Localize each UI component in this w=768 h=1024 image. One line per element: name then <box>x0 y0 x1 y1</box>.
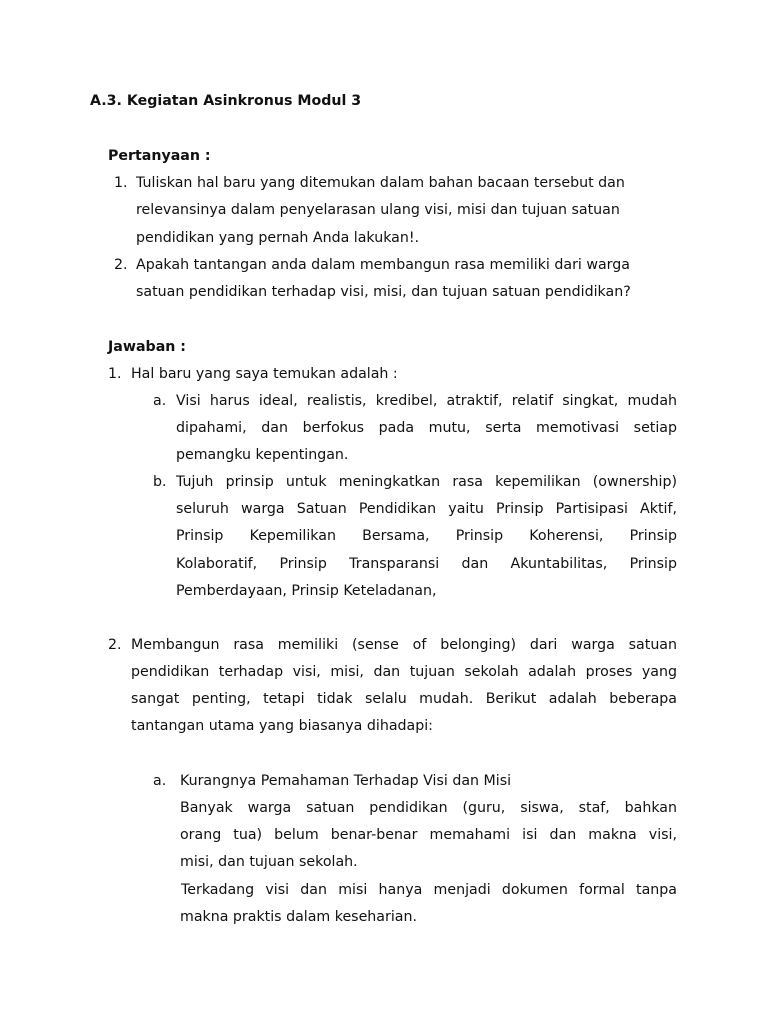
answers-title: Jawaban : <box>108 339 186 355</box>
answer-2a-title: Kurangnya Pemahaman Terhadap Visi dan Misi <box>180 773 512 789</box>
answer-2-line-2: pendidikan terhadap visi, misi, dan tujuan sekolah adalah proses yang <box>131 664 677 680</box>
answer-2a-para1-line-3: misi, dan tujuan sekolah. <box>180 854 358 870</box>
answer-1b-line-4: Kolaboratif, Prinsip Transparansi dan Akuntabilitas, Prinsip <box>176 556 677 572</box>
answer-2a-letter: a. <box>153 773 167 789</box>
questions-title: Pertanyaan : <box>108 148 211 164</box>
answer-1b-line-3: Prinsip Kepemilikan Bersama, Prinsip Koherensi, Prinsip <box>176 528 677 544</box>
answer-2a-para1-line-1: Banyak warga satuan pendidikan (guru, siswa, staf, bahkan <box>180 800 677 816</box>
question-2-line-2: satuan pendidikan terhadap visi, misi, dan tujuan satuan pendidikan? <box>136 284 631 300</box>
answer-2-number: 2. <box>108 637 122 653</box>
question-1-line-3: pendidikan yang pernah Anda lakukan!. <box>136 230 420 246</box>
answer-1a-line-2: dipahami, dan berfokus pada mutu, serta memotivasi setiap <box>176 420 677 436</box>
answer-2a-para2-line-1: Terkadang visi dan misi hanya menjadi dokumen formal tanpa <box>181 882 677 898</box>
question-2-line-1: Apakah tantangan anda dalam membangun rasa memiliki dari warga <box>136 257 630 273</box>
answer-2-line-4: tantangan utama yang biasanya dihadapi: <box>131 718 433 734</box>
question-1-line-2: relevansinya dalam penyelarasan ulang visi, misi dan tujuan satuan <box>136 202 620 218</box>
answer-1-text: Hal baru yang saya temukan adalah : <box>131 366 398 382</box>
answer-1b-line-1: Tujuh prinsip untuk meningkatkan rasa kepemilikan (ownership) <box>176 474 677 490</box>
answer-2-line-3: sangat penting, tetapi tidak selalu mudah. Berikut adalah beberapa <box>131 691 677 707</box>
question-1-number: 1. <box>114 175 128 191</box>
answer-2a-para2-line-2: makna praktis dalam keseharian. <box>180 909 417 925</box>
answer-2-line-1: Membangun rasa memiliki (sense of belonging) dari warga satuan <box>131 637 677 653</box>
answer-1a-line-3: pemangku kepentingan. <box>176 447 349 463</box>
section-heading: A.3. Kegiatan Asinkronus Modul 3 <box>90 93 362 109</box>
answer-1b-letter: b. <box>153 474 167 490</box>
answer-1a-line-1: Visi harus ideal, realistis, kredibel, atraktif, relatif singkat, mudah <box>176 393 677 409</box>
question-2-number: 2. <box>114 257 128 273</box>
answer-1-number: 1. <box>108 366 122 382</box>
answer-1b-line-2: seluruh warga Satuan Pendidikan yaitu Prinsip Partisipasi Aktif, <box>176 501 677 517</box>
answer-1a-letter: a. <box>153 393 167 409</box>
answer-1b-line-5: Pemberdayaan, Prinsip Keteladanan, <box>176 583 437 599</box>
question-1-line-1: Tuliskan hal baru yang ditemukan dalam bahan bacaan tersebut dan <box>136 175 625 191</box>
answer-2a-para1-line-2: orang tua) belum benar-benar memahami isi dan makna visi, <box>180 827 677 843</box>
